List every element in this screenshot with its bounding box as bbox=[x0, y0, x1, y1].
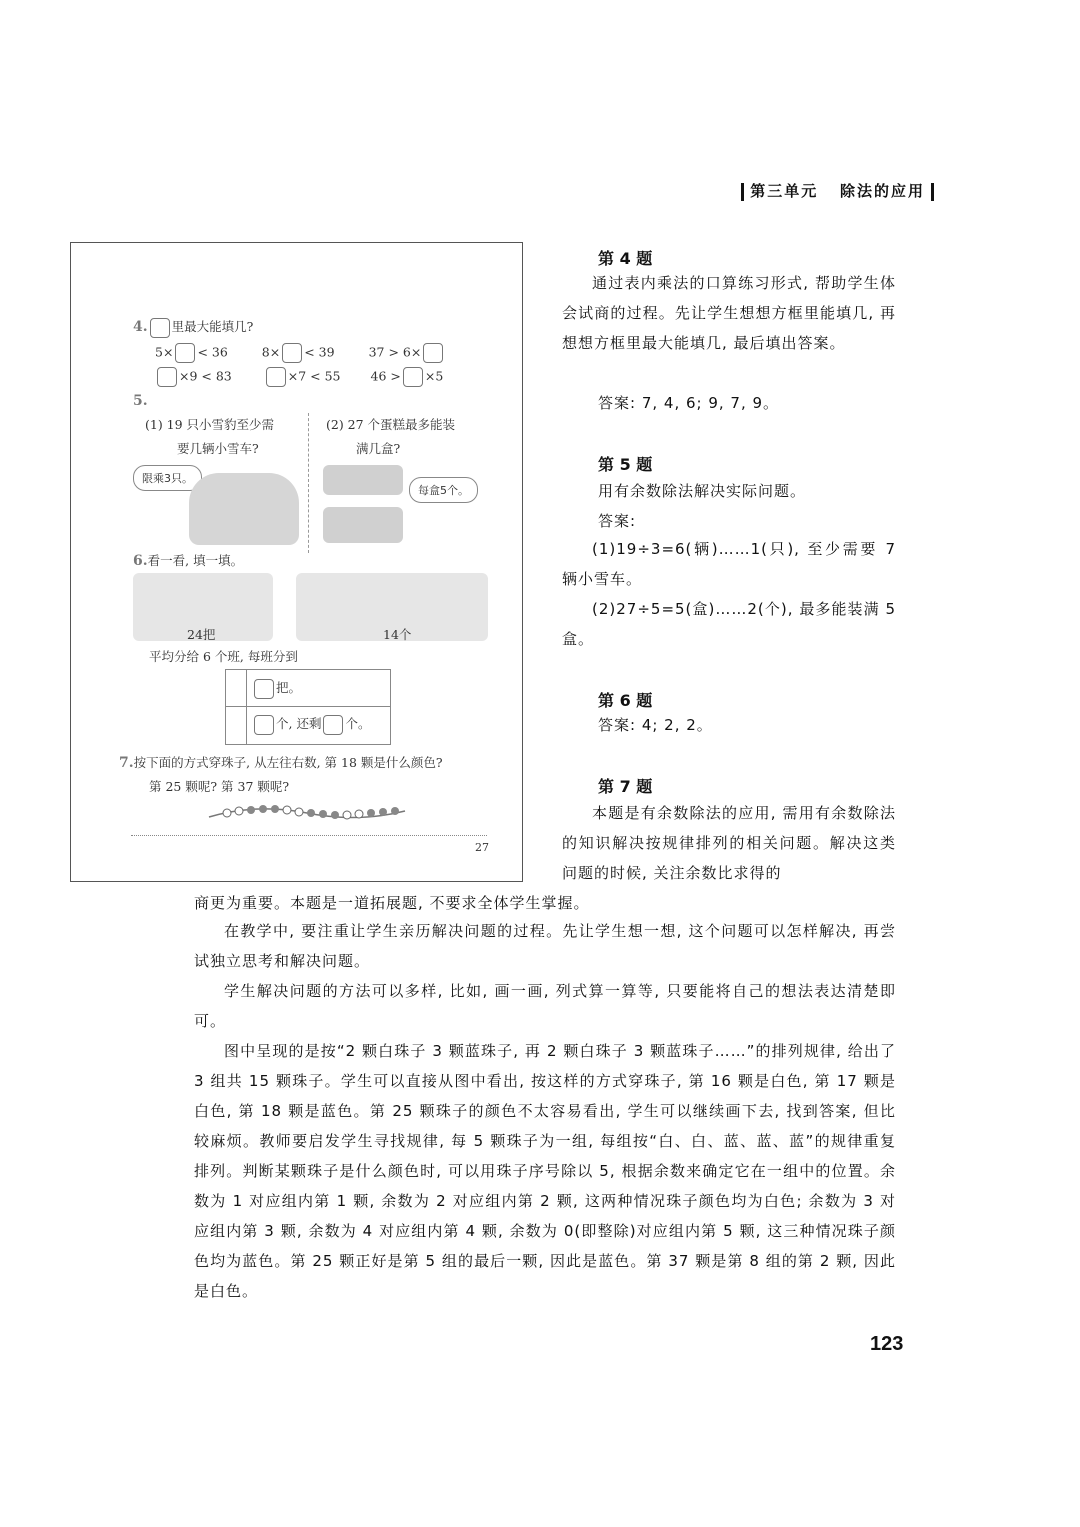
q7-line1: 按下面的方式穿珠子, 从左往右数, 第 18 颗是什么颜色? bbox=[133, 755, 443, 770]
q6-cell2-text: 个, 还剩 bbox=[276, 716, 322, 731]
q4-title: 里最大能填几? bbox=[171, 319, 254, 334]
q5-commentary: 用有余数除法解决实际问题。 bbox=[598, 482, 807, 500]
q4-row1 bbox=[155, 343, 445, 363]
section-title-q7: 第 7 题 bbox=[598, 777, 653, 796]
q5-answer-label: 答案: bbox=[598, 512, 637, 530]
q4-expr: < 39 bbox=[304, 344, 335, 360]
q5-number bbox=[133, 393, 148, 409]
q5a-speech-bubble: 限乘3只。 bbox=[133, 465, 202, 491]
q6-heading bbox=[133, 551, 243, 569]
q4-expr: 5× bbox=[155, 344, 174, 360]
answer-box bbox=[254, 715, 274, 735]
q4-expr: 8× bbox=[261, 344, 281, 360]
snow-leopard-sled-illustration bbox=[189, 473, 299, 545]
page-rule bbox=[131, 835, 487, 836]
q6-title: 看一看, 填一填。 bbox=[147, 553, 244, 568]
section-title-q6: 第 6 题 bbox=[598, 691, 653, 710]
q6-cell2-text: 个。 bbox=[345, 716, 371, 731]
answer-box bbox=[323, 715, 343, 735]
q5-answer-1: (1)19÷3=6(辆)……1(只), 至少需要 7 辆小雪车。 bbox=[562, 540, 896, 588]
q4-expr: ×9 < 83 bbox=[179, 368, 232, 384]
q7-commentary-3: 学生解决问题的方法可以多样, 比如, 画一画, 列式算一算等, 只要能将自己的想法表达清楚即可。 bbox=[194, 982, 896, 1030]
q4-answer: 答案: 7, 4, 6; 9, 7, 9。 bbox=[598, 394, 780, 412]
q5a-line2: 要几辆小雪车? bbox=[177, 441, 259, 456]
running-header bbox=[735, 180, 940, 201]
q6-text: 平均分给 6 个班, 每班分到 bbox=[149, 649, 298, 664]
table-divider bbox=[246, 670, 247, 744]
header-topic: 除法的应用 bbox=[839, 182, 925, 200]
q5-divider bbox=[308, 413, 310, 553]
q6-number: 6. bbox=[133, 553, 148, 569]
answer-box bbox=[266, 367, 286, 387]
section-title-q4: 第 4 题 bbox=[598, 249, 653, 268]
q4-expr: 46 > bbox=[370, 368, 401, 384]
q7-commentary-2: 在教学中, 要注重让学生亲历解决问题的过程。先让学生想一想, 这个问题可以怎样解决, 再尝试独立思考和解决问题。 bbox=[194, 922, 896, 970]
cake-box-illustration bbox=[323, 507, 403, 543]
answer-box bbox=[157, 367, 177, 387]
q4-expr: 37 > 6× bbox=[368, 344, 422, 360]
q6-left-label: 24把 bbox=[187, 627, 216, 642]
q6-answer: 答案: 4; 2, 2。 bbox=[598, 716, 713, 734]
answer-box bbox=[282, 343, 302, 363]
q6-cell1-text: 把。 bbox=[276, 680, 302, 695]
answer-box bbox=[150, 318, 170, 338]
q7-heading bbox=[119, 753, 443, 771]
answer-box bbox=[403, 367, 423, 387]
q5b-line1: (2) 27 个蛋糕最多能装 bbox=[326, 417, 456, 432]
header-bar-right bbox=[931, 183, 934, 201]
q4-expr: ×7 < 55 bbox=[287, 368, 341, 384]
page-number: 123 bbox=[870, 1333, 904, 1355]
answer-box bbox=[254, 679, 274, 699]
textbook-page-inset bbox=[70, 242, 523, 882]
q6-right-label: 14个 bbox=[383, 627, 412, 642]
q5-answer-2: (2)27÷5=5(盒)……2(个), 最多能装满 5 盒。 bbox=[562, 600, 896, 648]
q7-line2: 第 25 颗呢? 第 37 颗呢? bbox=[149, 779, 290, 794]
q4-number: 4. bbox=[133, 319, 148, 335]
answer-box bbox=[175, 343, 195, 363]
cake-box-illustration bbox=[323, 465, 403, 495]
q4-commentary: 通过表内乘法的口算练习形式, 帮助学生体会试商的过程。先让学生想想方框里能填几, 再想想方框里最大能填几, 最后填出答案。 bbox=[562, 274, 896, 352]
table-divider bbox=[226, 706, 390, 707]
header-bar-left bbox=[741, 183, 744, 201]
q6-cell2 bbox=[252, 714, 370, 735]
answer-box bbox=[423, 343, 443, 363]
q5a-line1: (1) 19 只小雪豹至少需 bbox=[145, 417, 275, 432]
q4-heading bbox=[133, 317, 253, 338]
q5-number-text: 5. bbox=[133, 393, 148, 409]
q4-expr: < 36 bbox=[197, 344, 228, 360]
q6-cell1 bbox=[252, 678, 301, 699]
q7-commentary-1a: 本题是有余数除法的应用, 需用有余数除法的知识解决按规律排列的相关问题。解决这类问题的时候, 关注余数比求得的 bbox=[562, 804, 896, 882]
q7-commentary-1b: 商更为重要。本题是一道拓展题, 不要求全体学生掌握。 bbox=[194, 894, 590, 912]
section-title-q5: 第 5 题 bbox=[598, 455, 653, 474]
q7-number: 7. bbox=[119, 755, 134, 771]
header-unit: 第三单元 bbox=[750, 182, 819, 200]
q5b-line2: 满几盒? bbox=[356, 441, 401, 456]
q6-answer-table bbox=[225, 669, 391, 745]
bead-string-illustration bbox=[207, 799, 407, 829]
inset-page-number: 27 bbox=[475, 841, 489, 854]
q7-commentary-4: 图中呈现的是按“2 颗白珠子 3 颗蓝珠子, 再 2 颗白珠子 3 颗蓝珠子……”的排列规律, 给出了 3 组共 15 颗珠子。学生可以直接从图中看出, 按这样的方式穿珠子, 第 16 颗是白色, 第 17 颗是白色, 第 18 颗是蓝色。第 25 颗珠子的颜色不太容易看出, 学生可以继续画下去, 找到答案, 但比较麻烦。教师要启发学生寻找规律, 每 5 颗珠子为一组, 每组按“白、白、蓝、蓝、蓝”的规律重复排列。判断某颗珠子是什么颜色时, 可以用珠子序号除以 5, 根据余数来确定它在一组中的位置。余数为 1 对应组内第 1 颗, 余数为 2 对应组内第 2 颗, 这两种情况珠子颜色均为白色; 余数为 3 对应组内第 3 颗, 余数为 4 对应组内第 4 颗, 余数为 0(即整除)对应组内第 5 颗, 这三种情况珠子颜色均为蓝色。第 25 颗正好是第 5 组的最后一颗, 因此是蓝色。第 37 颗是第 8 组的第 2 颗, 因此是白色。 bbox=[194, 1042, 896, 1300]
q5b-speech-bubble: 每盒5个。 bbox=[409, 477, 478, 503]
q4-expr: ×5 bbox=[424, 368, 444, 384]
q4-row2 bbox=[155, 367, 443, 387]
